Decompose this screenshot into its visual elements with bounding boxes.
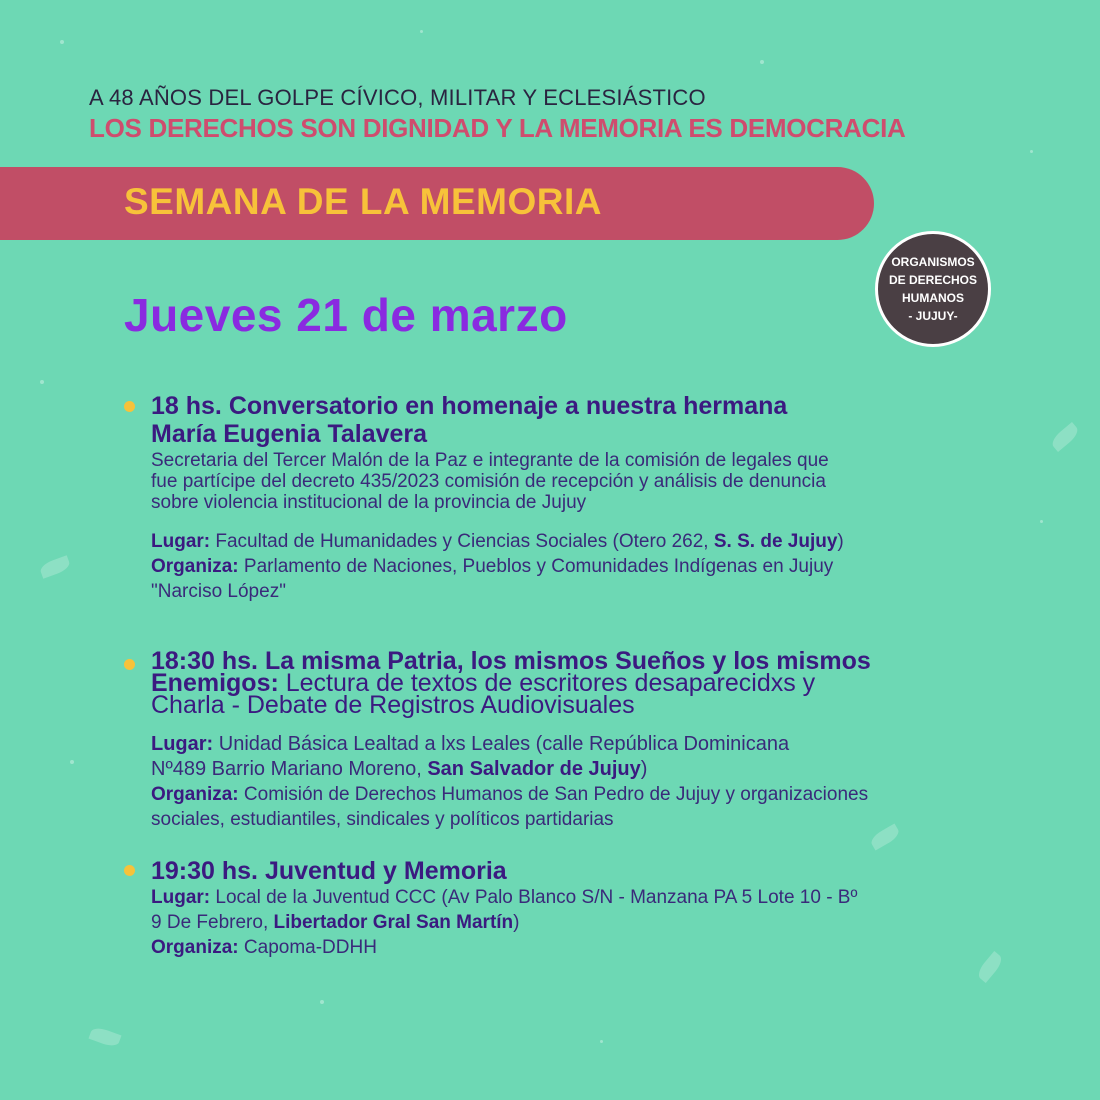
event-location — [151, 529, 994, 554]
location-text: Unidad Básica Lealtad a lxs Leales (calle República Dominicana — [213, 733, 790, 755]
event-location — [151, 732, 994, 757]
background-speck — [1040, 520, 1043, 523]
event-title-line: 18 hs. Conversatorio en homenaje a nuestra hermana — [151, 392, 788, 420]
background-speck — [1030, 150, 1033, 153]
location-city: Libertador Gral San Martín — [273, 912, 514, 933]
organizer-label: Organiza: — [151, 784, 239, 805]
event-location-cont — [151, 757, 994, 782]
background-leaf — [89, 1025, 122, 1048]
organizer-label: Organiza: — [151, 937, 239, 958]
background-speck — [600, 1040, 603, 1043]
bullet-icon — [124, 659, 135, 670]
event-item — [124, 857, 994, 960]
background-leaf — [1049, 422, 1081, 452]
event-title-line: Charla - Debate de Registros Audiovisuales — [151, 691, 635, 719]
bullet-icon — [124, 865, 135, 876]
event-organizer-cont: "Narciso López" — [151, 581, 286, 602]
background-leaf — [39, 555, 72, 578]
background-speck — [40, 380, 44, 384]
event-organizer — [151, 782, 994, 807]
event-title-line: 18:30 hs. La misma Patria, los mismos Sueños y los mismos — [151, 647, 871, 675]
location-label: Lugar: — [151, 733, 214, 755]
location-text: 9 De Febrero, — [151, 912, 274, 933]
event-title — [151, 647, 994, 719]
badge-line: DE DERECHOS — [888, 273, 977, 287]
organization-badge — [875, 231, 991, 347]
organizer-text: Capoma-DDHH — [238, 937, 377, 958]
location-text: Facultad de Humanidades y Ciencias Sociales (Otero 262, — [210, 531, 714, 552]
badge-line: ORGANISMOS — [891, 255, 975, 269]
title-bold: Enemigos: — [151, 669, 279, 697]
header-slogan: LOS DERECHOS SON DIGNIDAD Y LA MEMORIA ES DEMOCRACIA — [89, 113, 906, 143]
event-organizer — [151, 554, 994, 579]
organizer-text: Comisión de Derechos Humanos de San Pedro de Jujuy y organizaciones — [238, 784, 869, 805]
background-speck — [420, 30, 423, 33]
header-kicker: A 48 AÑOS DEL GOLPE CÍVICO, MILITAR Y ECLESIÁSTICO — [89, 85, 706, 110]
banner-title: SEMANA DE LA MEMORIA — [124, 181, 602, 222]
location-end: ) — [640, 758, 648, 780]
event-item — [124, 392, 994, 604]
bullet-icon — [124, 401, 135, 412]
location-text: Local de la Juventud CCC (Av Palo Blanco S/N - Manzana PA 5 Lote 10 - Bº — [210, 887, 858, 908]
location-city: San Salvador de Jujuy — [427, 758, 641, 780]
event-title-line: María Eugenia Talavera — [151, 420, 428, 448]
title-normal: Lectura de textos de escritores desaparecidxs y — [278, 669, 816, 697]
event-item — [124, 647, 994, 832]
description-line: Secretaria del Tercer Malón de la Paz e integrante de la comisión de legales que — [151, 450, 829, 471]
location-label: Lugar: — [151, 531, 211, 552]
event-location-cont — [151, 910, 994, 935]
event-organizer — [151, 935, 994, 960]
event-date: Jueves 21 de marzo — [124, 289, 568, 341]
event-location — [151, 885, 994, 910]
event-title: 19:30 hs. Juventud y Memoria — [151, 857, 507, 885]
location-label: Lugar: — [151, 887, 211, 908]
description-line: fue partícipe del decreto 435/2023 comisión de recepción y análisis de denuncia — [151, 471, 826, 492]
background-speck — [760, 60, 764, 64]
location-end: ) — [513, 912, 520, 933]
event-title — [151, 392, 994, 448]
event-organizer-cont: sociales, estudiantiles, sindicales y políticos partidarias — [151, 809, 614, 830]
location-text: Nº489 Barrio Mariano Moreno, — [151, 758, 428, 780]
event-description — [151, 450, 994, 513]
background-speck — [70, 760, 74, 764]
location-city: S. S. de Jujuy — [713, 531, 838, 552]
location-end: ) — [837, 531, 844, 552]
badge-line: HUMANOS — [902, 291, 964, 305]
description-line: sobre violencia institucional de la provincia de Jujuy — [151, 492, 587, 513]
organizer-label: Organiza: — [151, 556, 239, 577]
background-speck — [60, 40, 64, 44]
background-speck — [320, 1000, 324, 1004]
badge-line: - JUJUY- — [908, 309, 958, 323]
organizer-text: Parlamento de Naciones, Pueblos y Comunidades Indígenas en Jujuy — [238, 556, 834, 577]
